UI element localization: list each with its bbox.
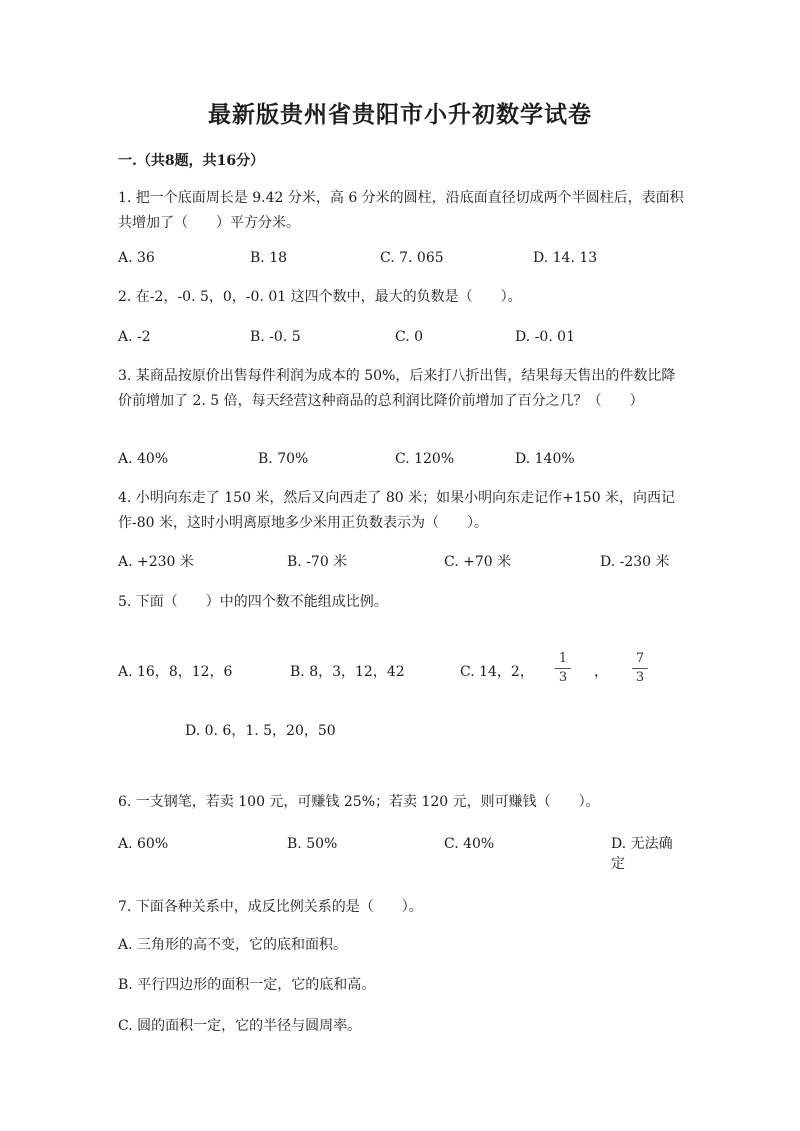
question-7-text: 7. 下面各种关系中，成反比例关系的是（ ）。 bbox=[118, 899, 423, 915]
q4-option-d: D. -230 米 bbox=[600, 554, 670, 570]
fraction-one-third bbox=[555, 651, 571, 686]
q7-option-a: A. 三角形的高不变，它的底和面积。 bbox=[118, 937, 348, 953]
q1-option-a: A. 36 bbox=[118, 250, 155, 266]
fraction-numerator: 1 bbox=[558, 651, 568, 666]
fraction-denominator: 3 bbox=[635, 670, 645, 685]
q4-option-b: B. -70 米 bbox=[287, 554, 348, 570]
q2-option-c: C. 0 bbox=[395, 329, 424, 345]
question-1-text: 1. 把一个底面周长是 9.42 分米，高 6 分米的圆柱，沿底面直径切成两个半圆柱后，表面积共增加了（ ）平方分米。 bbox=[118, 190, 684, 231]
q7-option-c: C. 圆的面积一定，它的半径与圆周率。 bbox=[118, 1018, 362, 1034]
q6-option-b: B. 50% bbox=[287, 836, 338, 852]
fraction-bar bbox=[632, 668, 648, 669]
q1-option-d: D. 14. 13 bbox=[533, 250, 598, 266]
question-5-text: 5. 下面（ ）中的四个数不能组成比例。 bbox=[118, 594, 388, 610]
q2-option-b: B. -0. 5 bbox=[250, 329, 301, 345]
q5-fraction-separator: ， bbox=[594, 664, 608, 680]
exam-title: 最新版贵州省贵阳市小升初数学试卷 bbox=[208, 101, 592, 128]
q5-option-b: B. 8，3，12，42 bbox=[290, 664, 405, 680]
q1-option-b: B. 18 bbox=[250, 250, 288, 266]
q7-option-b: B. 平行四边形的面积一定，它的底和高。 bbox=[118, 977, 376, 993]
fraction-bar bbox=[555, 668, 571, 669]
q1-option-c: C. 7. 065 bbox=[380, 250, 444, 266]
q3-option-d: D. 140% bbox=[515, 451, 575, 467]
question-2-text: 2. 在-2，-0. 5，0，-0. 01 这四个数中，最大的负数是（ ）。 bbox=[118, 289, 522, 305]
question-3-text: 3. 某商品按原价出售每件利润为成本的 50%，后来打八折出售，结果每天售出的件数比降价前增加了 2. 5 倍，每天经营这种商品的总利润比降价前增加了百分之几？（ ） bbox=[118, 368, 676, 409]
q2-option-a: A. -2 bbox=[118, 329, 151, 345]
question-6-text: 6. 一支钢笔，若卖 100 元，可赚钱 25%；若卖 120 元，则可赚钱（ ）。 bbox=[118, 794, 600, 810]
q3-option-b: B. 70% bbox=[258, 451, 309, 467]
q5-option-c: C. 14，2， bbox=[460, 664, 534, 680]
q3-option-c: C. 120% bbox=[395, 451, 455, 467]
q6-option-a: A. 60% bbox=[118, 836, 169, 852]
q4-option-a: A. +230 米 bbox=[118, 554, 194, 570]
fraction-numerator: 7 bbox=[635, 651, 645, 666]
q6-option-d: D. 无法确定 bbox=[611, 836, 673, 872]
q3-option-a: A. 40% bbox=[118, 451, 169, 467]
fraction-seven-thirds bbox=[632, 651, 648, 686]
q5-option-a: A. 16，8，12，6 bbox=[118, 664, 233, 680]
q5-option-d: D. 0. 6，1. 5，20，50 bbox=[185, 723, 336, 739]
question-4-text: 4. 小明向东走了 150 米，然后又向西走了 80 米；如果小明向东走记作+150 米，向西记作-80 米，这时小明离原地多少米用正负数表示为（ ）。 bbox=[118, 490, 676, 531]
q4-option-c: C. +70 米 bbox=[444, 554, 512, 570]
fraction-denominator: 3 bbox=[558, 670, 568, 685]
q2-option-d: D. -0. 01 bbox=[515, 329, 575, 345]
section-heading: 一.（共8题，共16分） bbox=[118, 153, 265, 169]
q6-option-c: C. 40% bbox=[444, 836, 495, 852]
